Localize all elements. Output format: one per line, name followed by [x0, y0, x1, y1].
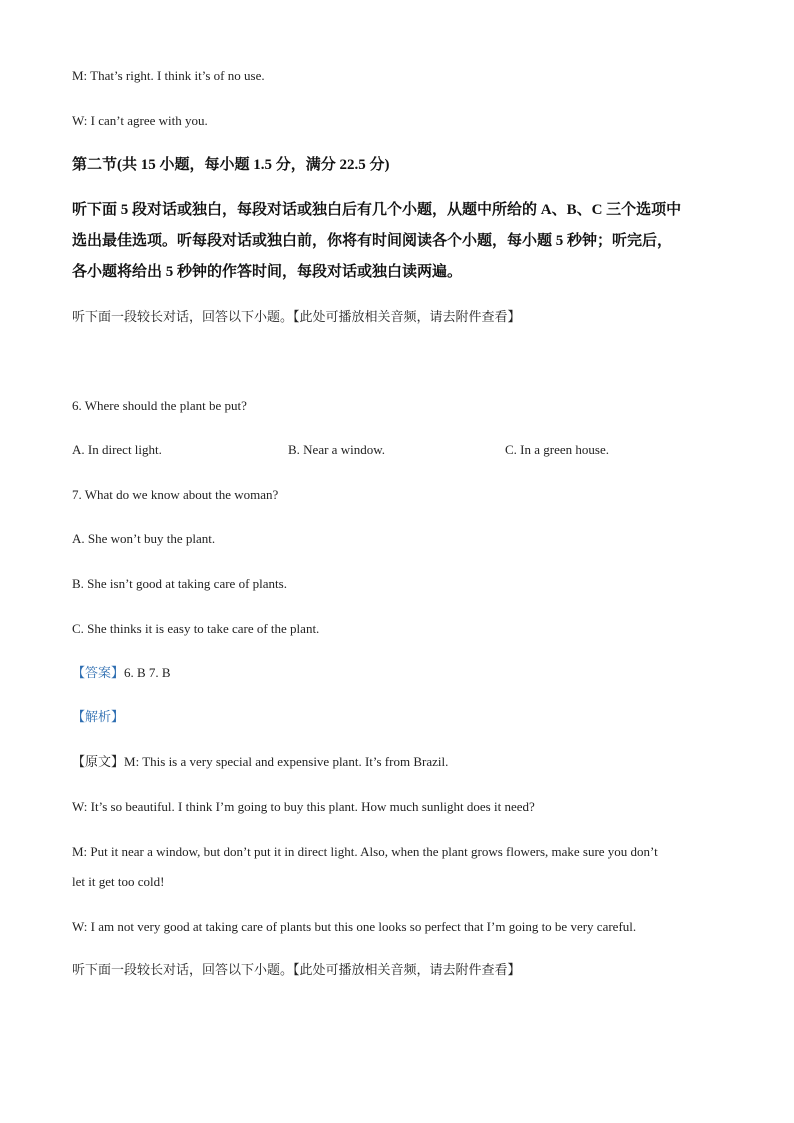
dialog-line-2: W: I can’t agree with you.	[72, 113, 208, 128]
question-6-option-a: A. In direct light.	[72, 442, 162, 457]
section-instructions-2: 选出最佳选项。听每段对话或独白前，你将有时间阅读各个小题，每小题 5 秒钟；听完后，	[72, 233, 673, 249]
section-title: 第二节(共 15 小题，每小题 1.5 分，满分 22.5 分)	[72, 157, 390, 173]
question-6-option-b: B. Near a window.	[288, 442, 385, 457]
question-7-stem: 7. What do we know about the woman?	[72, 487, 279, 502]
answer-line	[72, 664, 171, 683]
original-label: 【原文】	[72, 755, 125, 770]
question-7-option-b: B. She isn’t good at taking care of plants.	[72, 576, 287, 591]
original-line-1	[72, 753, 448, 772]
listen-prompt: 听下面一段较长对话，回答以下小题。【此处可播放相关音频，请去附件查看】	[72, 310, 521, 325]
answer-label: 【答案】	[72, 666, 125, 681]
listen-prompt-2: 听下面一段较长对话，回答以下小题。【此处可播放相关音频，请去附件查看】	[72, 963, 521, 978]
answer-text: 6. B 7. B	[124, 665, 171, 680]
analysis-label: 【解析】	[72, 710, 125, 725]
original-text-1: M: This is a very special and expensive plant. It’s from Brazil.	[124, 754, 449, 769]
question-7-option-a: A. She won’t buy the plant.	[72, 531, 216, 546]
original-line-2: W: It’s so beautiful. I think I’m going to buy this plant. How much sunlight does it need?	[72, 799, 535, 814]
original-line-3: M: Put it near a window, but don’t put it in direct light. Also, when the plant grows flowers, make sure you don’t	[72, 844, 658, 859]
question-7-option-c: C. She thinks it is easy to take care of the plant.	[72, 621, 320, 636]
original-line-4: let it get too cold!	[72, 874, 165, 889]
section-instructions-1: 听下面 5 段对话或独白，每段对话或独白后有几个小题，从题中所给的 A、B、C 三个选项中	[72, 202, 682, 218]
question-6-option-c: C. In a green house.	[505, 442, 609, 457]
dialog-line-1: M: That’s right. I think it’s of no use.	[72, 68, 265, 83]
question-6-stem: 6. Where should the plant be put?	[72, 398, 247, 413]
original-line-5: W: I am not very good at taking care of plants but this one looks so perfect that I’m going to be very careful.	[72, 919, 637, 934]
section-instructions-3: 各小题将给出 5 秒钟的作答时间，每段对话或独白读两遍。	[72, 264, 463, 280]
